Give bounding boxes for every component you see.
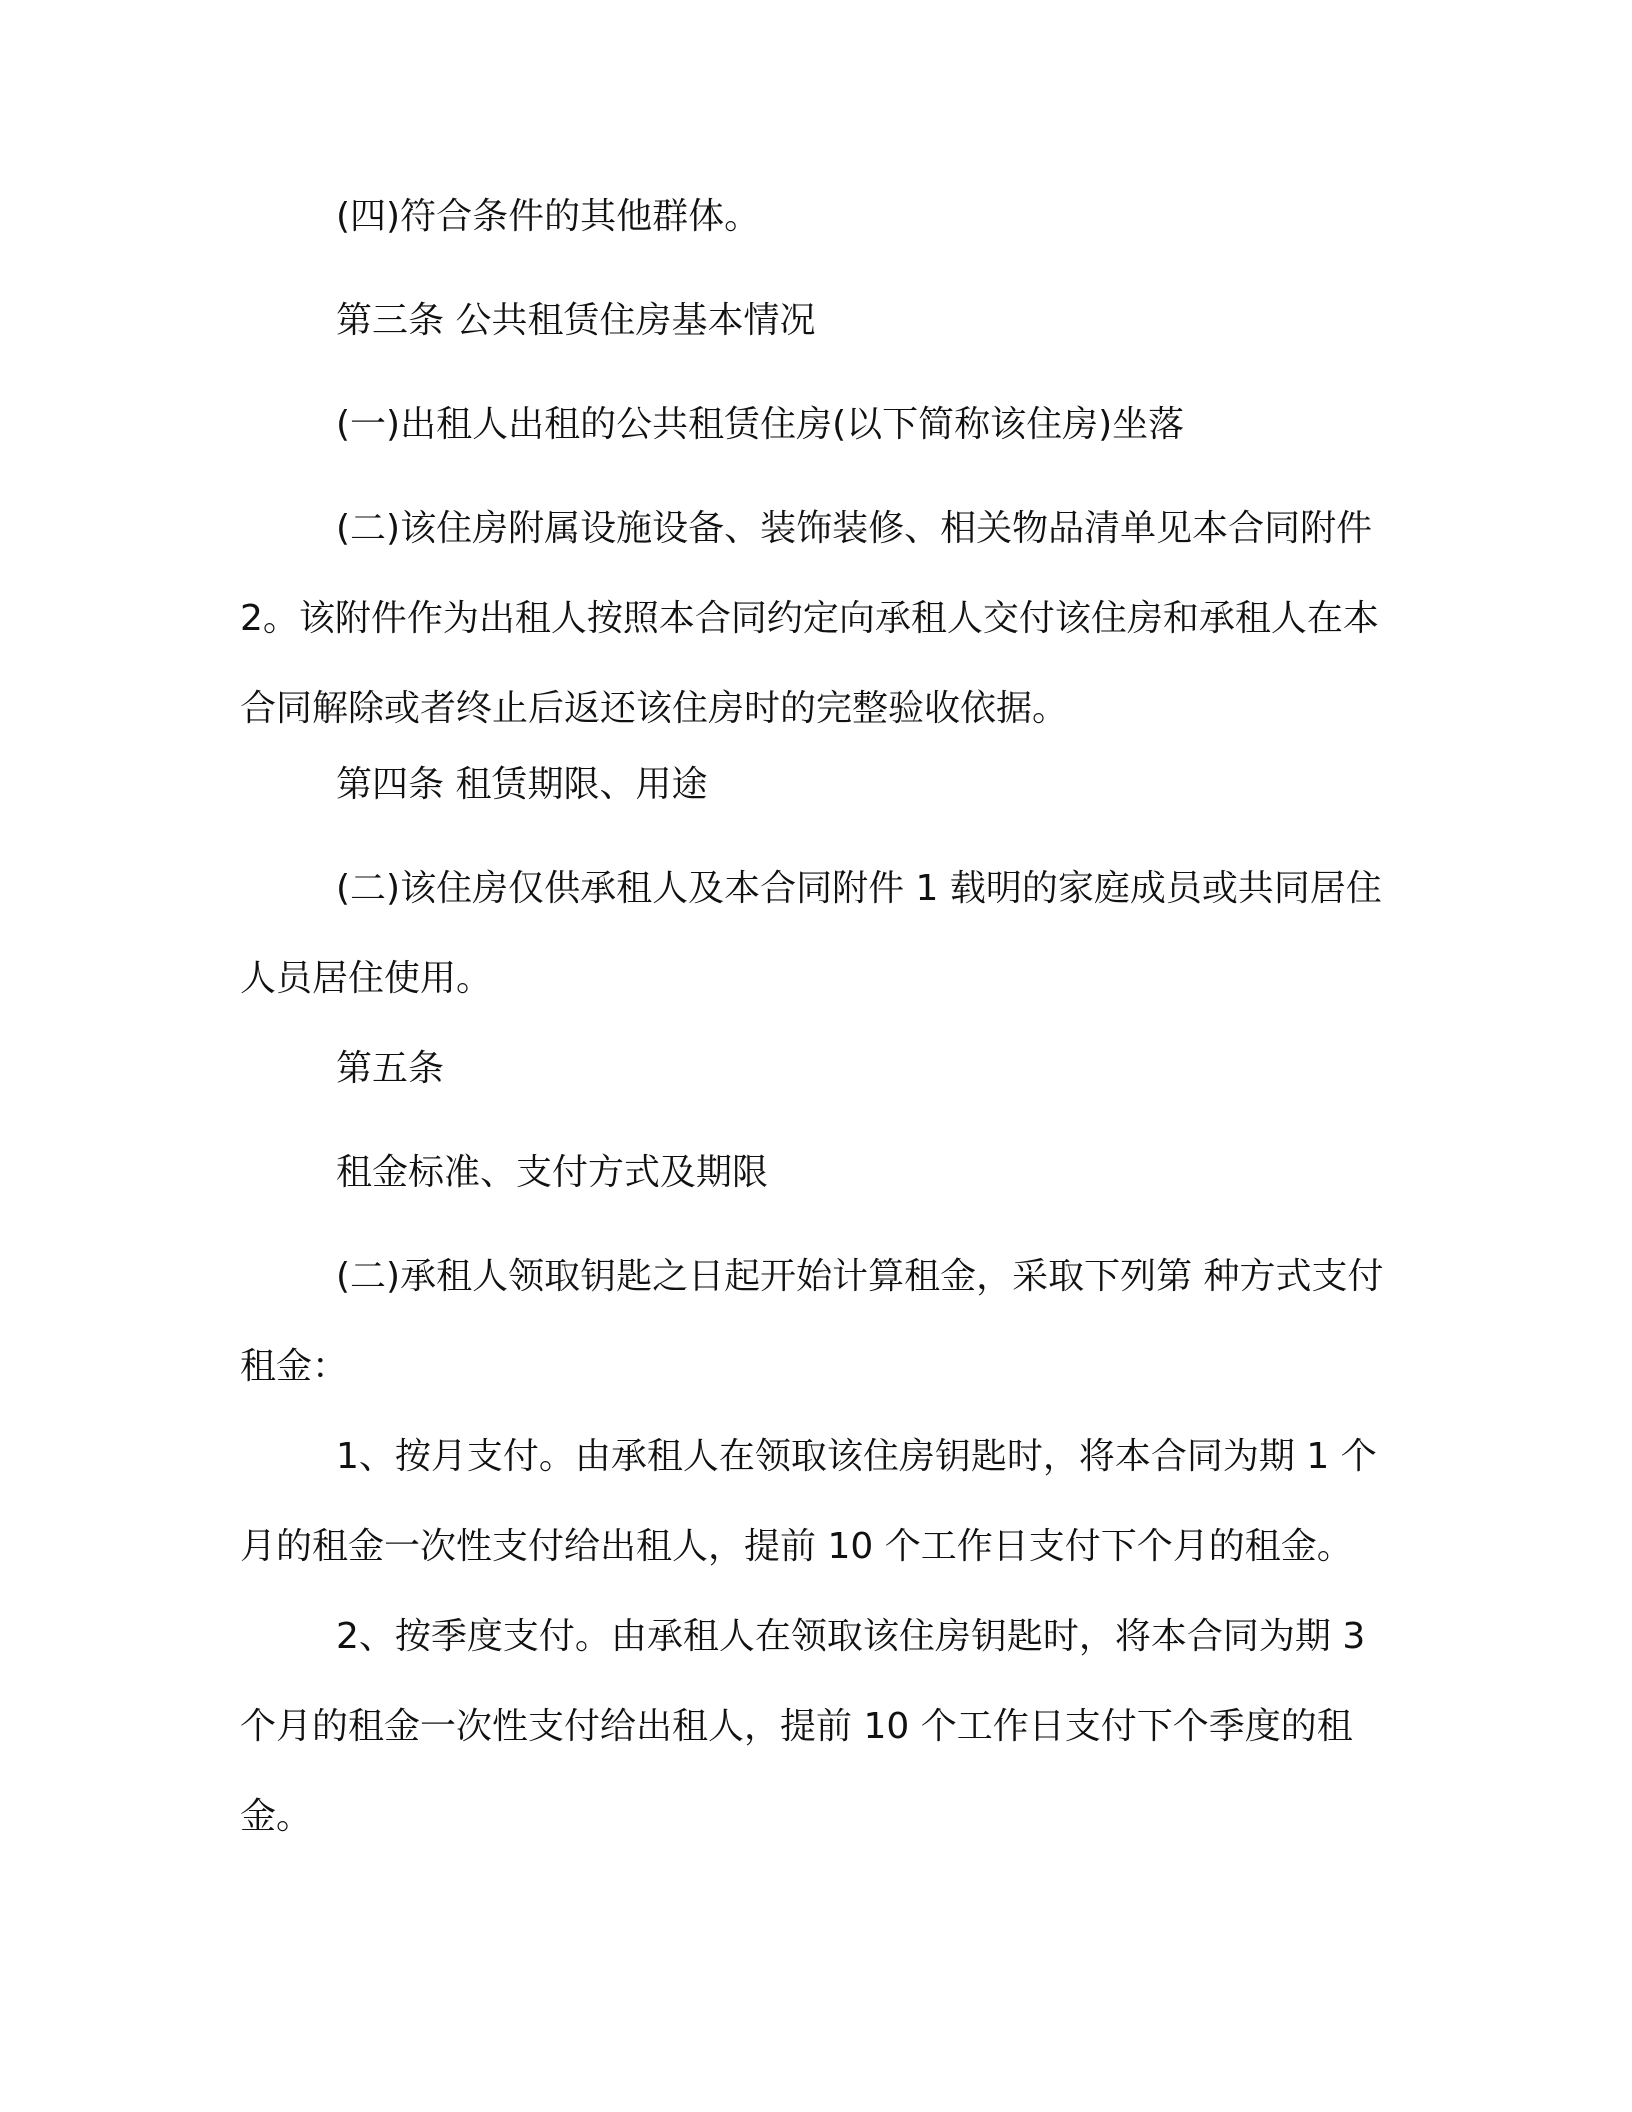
paragraph-facilities-list: (二)该住房附属设施设备、装饰装修、相关物品清单见本合同附件 2。该附件作为出租人按照本合同约定向承租人交付该住房和承租人在本合同解除或者终止后返还该住房时的完整验收依据。 — [240, 508, 1379, 729]
heading-article-3: 第三条 公共租赁住房基本情况 — [336, 300, 816, 341]
paragraph-quarterly-payment: 2、按季度支付。由承租人在领取该住房钥匙时，将本合同为期 3 个月的租金一次性支付给出租人，提前 10 个工作日支付下个季度的租金。 — [240, 1616, 1366, 1837]
heading-rent-terms: 租金标准、支付方式及期限 — [336, 1152, 769, 1193]
heading-article-4: 第四条 租赁期限、用途 — [336, 764, 708, 805]
paragraph-eligible-groups: (四)符合条件的其他群体。 — [336, 196, 761, 237]
heading-article-5: 第五条 — [336, 1048, 445, 1089]
paragraph-usage: (二)该住房仅供承租人及本合同附件 1 载明的家庭成员或共同居住人员居住使用。 — [240, 868, 1382, 999]
paragraph-monthly-payment: 1、按月支付。由承租人在领取该住房钥匙时，将本合同为期 1 个月的租金一次性支付给出租人，提前 10 个工作日支付下个月的租金。 — [240, 1436, 1377, 1567]
paragraph-rent-start: (二)承租人领取钥匙之日起开始计算租金，采取下列第 种方式支付租金： — [240, 1256, 1384, 1387]
paragraph-housing-location: (一)出租人出租的公共租赁住房(以下简称该住房)坐落 — [336, 404, 1185, 445]
